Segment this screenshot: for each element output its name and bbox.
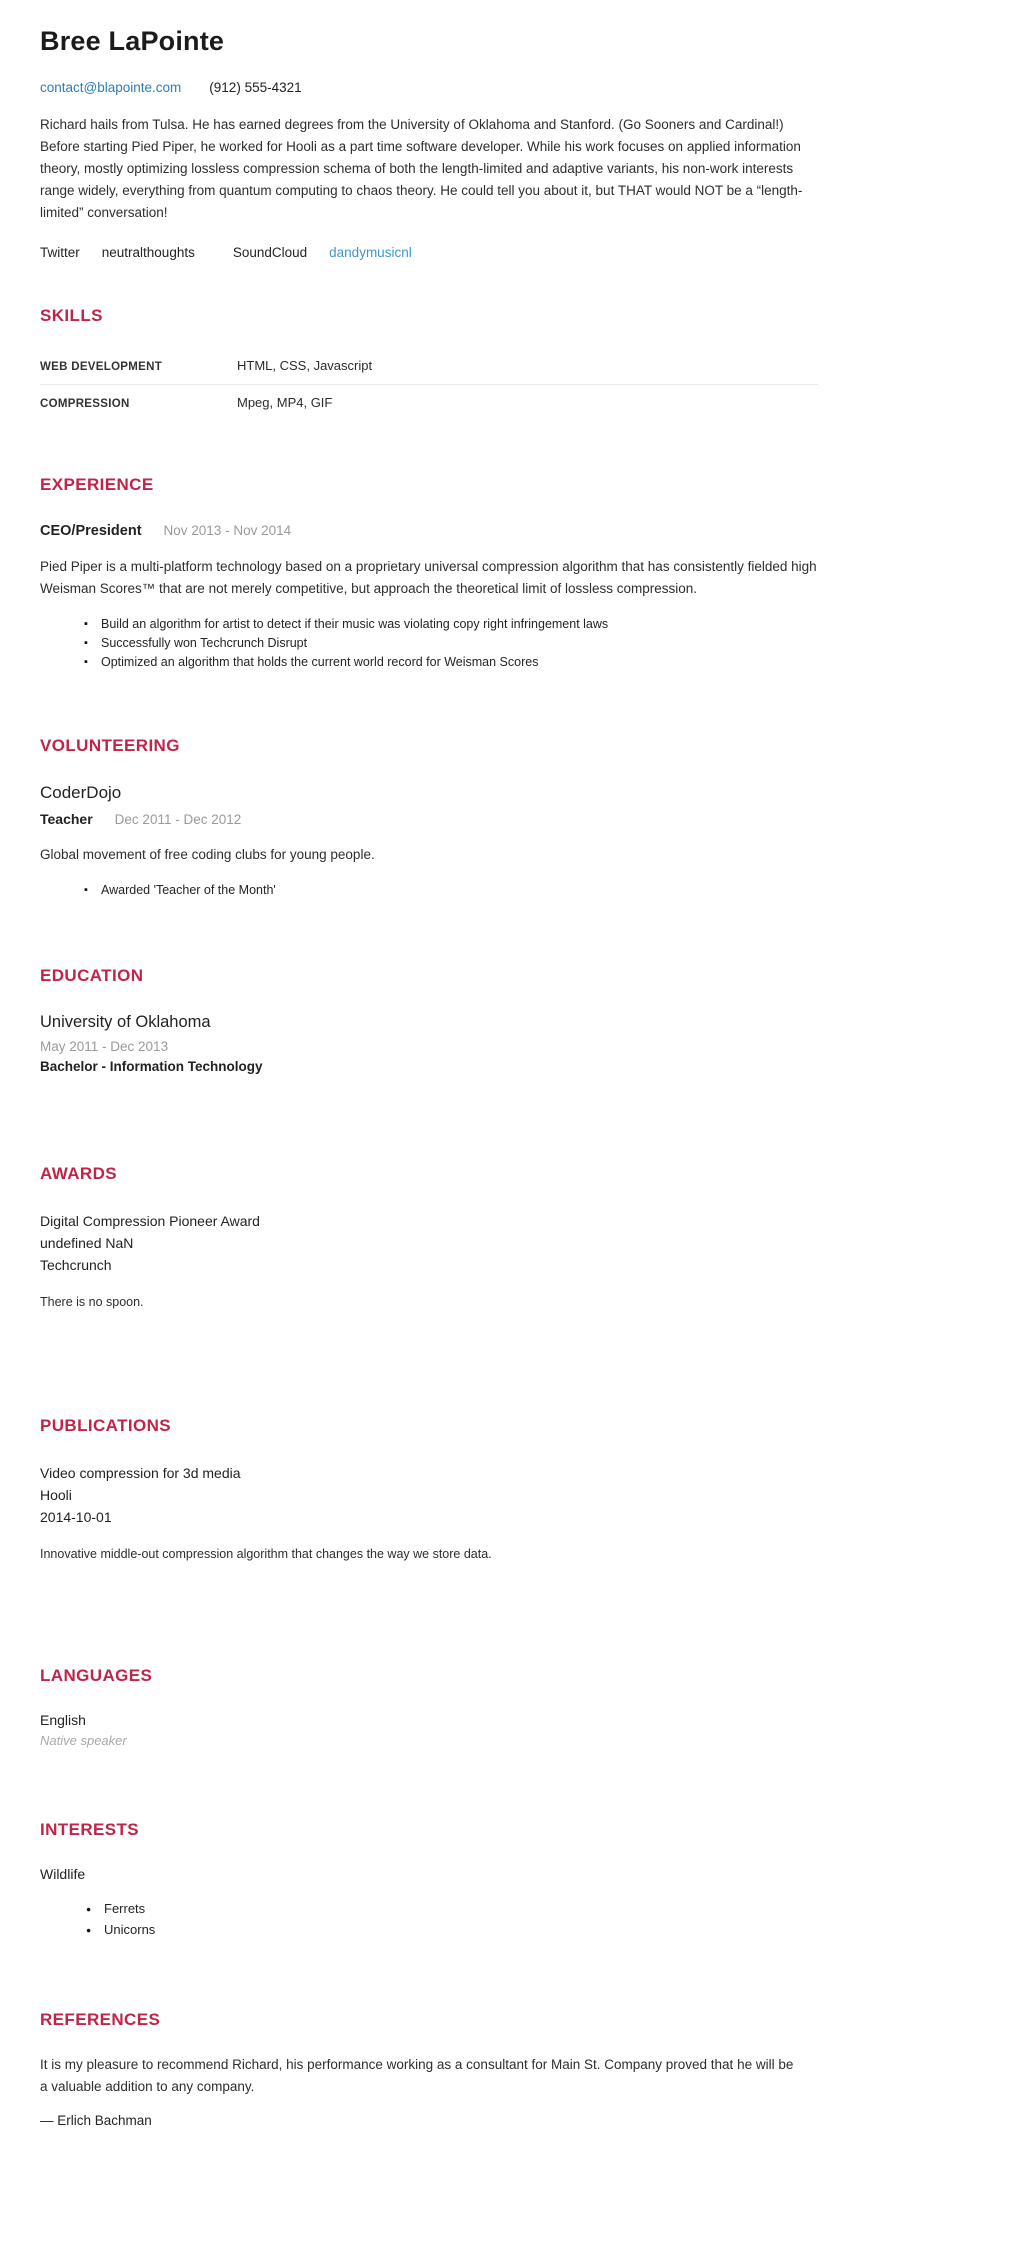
section-languages — [40, 1666, 984, 1748]
education-dates: May 2011 - Dec 2013 — [40, 1039, 169, 1054]
social-profile-soundcloud — [233, 245, 412, 260]
social-profile-twitter — [40, 245, 195, 260]
publication-publisher: Hooli — [40, 1487, 72, 1503]
award-block — [40, 1210, 984, 1276]
award-title: Digital Compression Pioneer Award — [40, 1213, 260, 1229]
reference-quote: It is my pleasure to recommend Richard, his performance working as a consultant for Main St. Company proved that he will be a valuable addition to any company. — [40, 2057, 794, 2094]
skill-keywords: Mpeg, MP4, GIF — [237, 395, 333, 410]
reference-author: — Erlich Bachman — [40, 2113, 152, 2128]
contact-row — [40, 80, 984, 95]
volunteer-summary: Global movement of free coding clubs for young people. — [40, 847, 375, 862]
skill-row — [40, 348, 818, 384]
job-dates: Nov 2013 - Nov 2014 — [163, 523, 292, 538]
education-institution: University of Oklahoma — [40, 1013, 211, 1031]
section-skills — [40, 306, 984, 421]
highlight-item: ▪ Optimized an algorithm that holds the current world record for Weisman Scores — [84, 653, 984, 672]
language-fluency: Native speaker — [40, 1733, 127, 1748]
skill-name: WEB DEVELOPMENT — [40, 361, 163, 373]
person-name: Bree LaPointe — [40, 26, 225, 56]
section-title-references: REFERENCES — [40, 2010, 161, 2029]
award-awarder: Techcrunch — [40, 1257, 112, 1273]
skill-keywords: HTML, CSS, Javascript — [237, 358, 373, 373]
volunteer-position-row — [40, 811, 984, 827]
social-network-label: SoundCloud — [232, 245, 308, 260]
highlight-item: ▪ Build an algorithm for artist to detect if their music was violating copy right infringement laws — [84, 615, 984, 634]
interest-keyword: ● Ferrets — [86, 1898, 984, 1919]
soundcloud-username-link[interactable]: dandymusicnl — [329, 245, 412, 260]
volunteer-dates: Dec 2011 - Dec 2012 — [114, 812, 242, 827]
award-date: undefined NaN — [40, 1235, 134, 1251]
job-title-row — [40, 523, 984, 539]
job-position: CEO/President — [40, 523, 142, 539]
interest-keywords-list — [86, 1898, 984, 1940]
language-name: English — [40, 1712, 86, 1728]
volunteer-highlights-list — [84, 881, 984, 900]
section-title-volunteering: VOLUNTEERING — [40, 736, 180, 755]
award-summary: There is no spoon. — [40, 1295, 144, 1309]
job-highlights-list — [84, 615, 984, 672]
publication-name: Video compression for 3d media — [40, 1465, 241, 1481]
section-title-awards: AWARDS — [40, 1164, 118, 1183]
volunteer-organization: CoderDojo — [40, 783, 122, 802]
summary-paragraph: Richard hails from Tulsa. He has earned degrees from the University of Oklahoma and Stanford. (Go Sooners and Cardinal!) Before starting Pied Piper, he worked for Hooli as a part time software developer. While his work focuses on applied information theory, mostly optimizing lossless compression schema of both the length-limited and adaptive variants, his non-work interests range widely, everything from quantum computing to chaos theory. He could tell you about it, but THAT would NOT be a “length-limited” conversation! — [40, 117, 803, 220]
section-title-interests: INTERESTS — [40, 1820, 140, 1839]
publication-date: 2014-10-01 — [40, 1509, 112, 1525]
section-volunteering — [40, 736, 984, 900]
interest-keyword: ● Unicorns — [86, 1919, 984, 1940]
skill-row — [40, 384, 818, 421]
skill-name: COMPRESSION — [40, 398, 130, 410]
highlight-item: ▪ Awarded 'Teacher of the Month' — [84, 881, 984, 900]
interest-name: Wildlife — [40, 1866, 86, 1882]
section-interests — [40, 1820, 984, 1940]
section-references — [40, 2010, 984, 2128]
section-experience — [40, 475, 984, 672]
social-profiles-row — [40, 245, 984, 260]
email-link[interactable]: contact@blapointe.com — [40, 80, 182, 95]
job-summary: Pied Piper is a multi-platform technology based on a proprietary universal compression algorithm that has consistently fielded high Weisman Scores™ that are not merely competitive, but approach the theoretical limit of lossless compression. — [40, 559, 817, 596]
section-title-publications: PUBLICATIONS — [40, 1416, 172, 1435]
section-title-languages: LANGUAGES — [40, 1666, 153, 1685]
skills-table — [40, 348, 818, 421]
section-publications — [40, 1416, 984, 1564]
section-awards — [40, 1164, 984, 1312]
section-title-skills: SKILLS — [40, 306, 103, 325]
social-network-label: Twitter — [40, 245, 80, 260]
education-degree: Bachelor - Information Technology — [40, 1059, 263, 1074]
section-title-experience: EXPERIENCE — [40, 475, 154, 494]
volunteer-position: Teacher — [40, 811, 93, 827]
phone-number: (912) 555-4321 — [209, 80, 302, 95]
section-title-education: EDUCATION — [40, 966, 144, 985]
highlight-item: ▪ Successfully won Techcrunch Disrupt — [84, 634, 984, 653]
publication-block — [40, 1462, 984, 1528]
twitter-username: neutralthoughts — [101, 245, 195, 260]
section-education — [40, 966, 984, 1074]
resume-header — [40, 26, 984, 260]
publication-summary: Innovative middle-out compression algorithm that changes the way we store data. — [40, 1547, 492, 1561]
bottom-whitespace — [40, 2128, 984, 2268]
